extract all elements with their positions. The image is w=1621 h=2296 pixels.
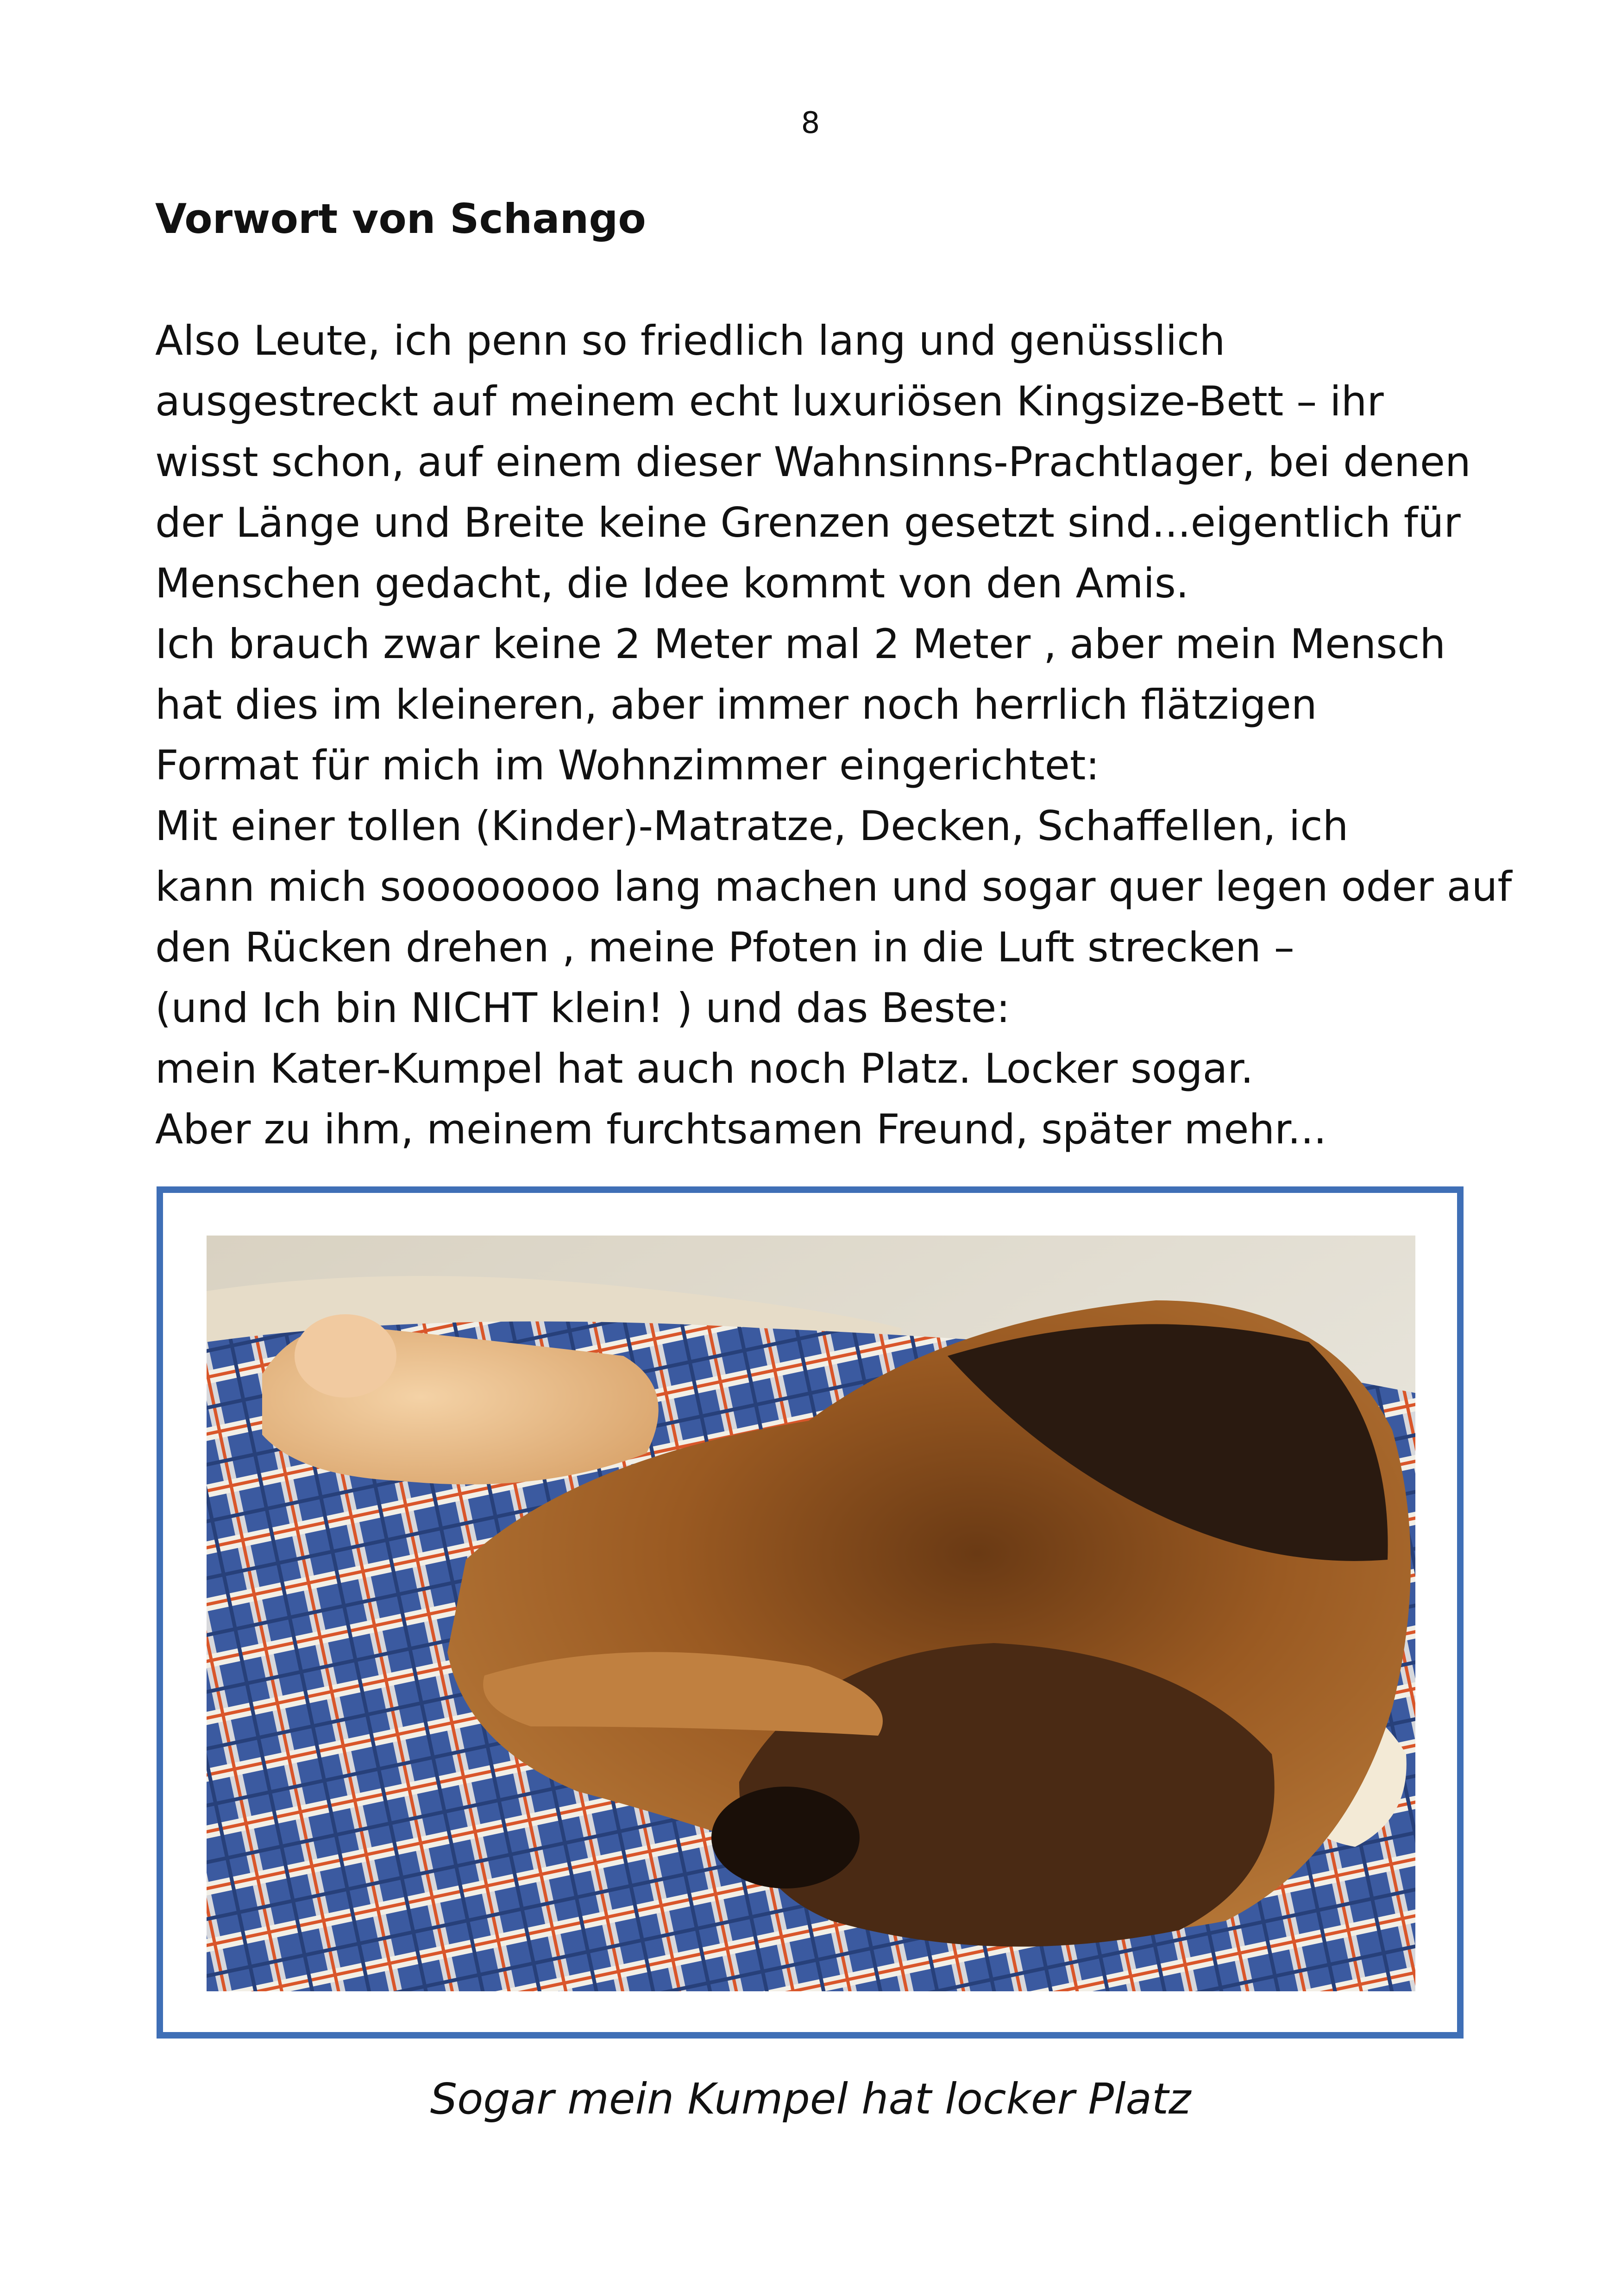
body-paragraph xyxy=(155,310,1512,1160)
paragraph-line: Format für mich im Wohnzimmer eingerichtet: xyxy=(155,741,1100,789)
photo-dog-muzzle xyxy=(711,1787,860,1888)
photo-caption: Sogar mein Kumpel hat locker Platz xyxy=(430,2074,1191,2124)
section-heading: Vorwort von Schango xyxy=(155,195,646,243)
paragraph-line: kann mich soooooooo lang machen und sogar quer legen oder auf xyxy=(155,863,1512,910)
paragraph-line: wisst schon, auf einem dieser Wahnsinns-Prachtlager, bei denen xyxy=(155,438,1471,486)
paragraph-line: ausgestreckt auf meinem echt luxuriösen Kingsize-Bett – ihr xyxy=(155,377,1384,425)
paragraph-line: Aber zu ihm, meinem furchtsamen Freund, später mehr... xyxy=(155,1105,1327,1153)
paragraph-line: Menschen gedacht, die Idee kommt von den Amis. xyxy=(155,559,1189,607)
dog-and-cat-photo xyxy=(207,1236,1415,1991)
paragraph-line: (und Ich bin NICHT klein! ) und das Beste: xyxy=(155,984,1010,1032)
paragraph-line: mein Kater-Kumpel hat auch noch Platz. Locker sogar. xyxy=(155,1045,1254,1092)
paragraph-line: Also Leute, ich penn so friedlich lang und genüsslich xyxy=(155,317,1225,364)
paragraph-line: hat dies im kleineren, aber immer noch herrlich flätzigen xyxy=(155,681,1317,728)
photo-cat-head xyxy=(295,1314,396,1398)
page-number: 8 xyxy=(801,106,820,140)
paragraph-line: Mit einer tollen (Kinder)-Matratze, Decken, Schaffellen, ich xyxy=(155,802,1349,850)
paragraph-line: der Länge und Breite keine Grenzen gesetzt sind...eigentlich für xyxy=(155,499,1461,546)
paragraph-line: den Rücken drehen , meine Pfoten in die Luft strecken – xyxy=(155,923,1294,971)
paragraph-line: Ich brauch zwar keine 2 Meter mal 2 Meter , aber mein Mensch xyxy=(155,620,1446,668)
